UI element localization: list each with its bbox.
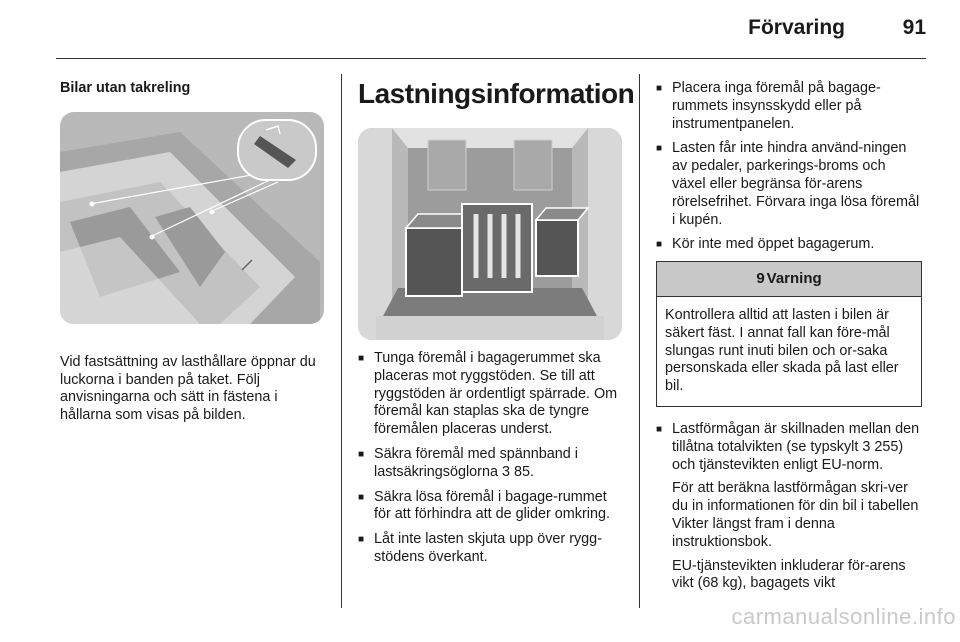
column-1	[60, 68, 328, 425]
loading-bullet-list	[358, 350, 624, 567]
list-item: ■ Säkra lösa föremål i bagage-rummet för att förhindra att de glider omkring.	[358, 489, 624, 525]
header-rule	[56, 58, 926, 59]
list-item: ■ Säkra föremål med spännband i lastsäkringsöglorna 3 85.	[358, 446, 624, 482]
warning-triangle-icon: 9	[756, 270, 765, 288]
list-item: ■ Kör inte med öppet bagagerum.	[656, 236, 922, 254]
list-item: ■ Lasten får inte hindra använd-ningen av pedaler, parkerings-broms och växel eller begränsa för-arens rörelsefrihet. Förvara inga lösa föremål i kupén.	[656, 140, 922, 229]
subheading: Bilar utan takreling	[60, 80, 191, 96]
cargo-area-illustration	[358, 128, 622, 340]
sub-paragraph: EU-tjänstevikten inkluderar för-arens vikt (68 kg), bagagets vikt	[672, 557, 906, 592]
warning-box	[656, 261, 922, 407]
roof-rack-paragraph: Vid fastsättning av lasthållare öppnar du luckorna i banden på taket. Följ anvisningarna och sätt in fästena i hållarna som visas på bilden.	[60, 353, 316, 424]
warning-text: Kontrollera alltid att lasten i bilen är säkert fäst. I annat fall kan före-mål slungas runt inuti bilen och or-saka personskada eller skada på last eller bil.	[665, 306, 899, 395]
column-divider-2	[639, 74, 640, 608]
warning-title: Varning	[766, 270, 822, 288]
list-item: ■ Lastförmågan är skillnaden mellan den tillåtna totalvikten (se typskylt 3 255) och tjänstevikten enligt EU-norm.	[656, 421, 922, 474]
watermark: carmanualsonline.info	[731, 604, 956, 629]
list-item: ■ Placera inga föremål på bagage-rummets insynsskydd eller på instrumentpanelen.	[656, 80, 922, 133]
roof-rack-illustration	[60, 112, 324, 324]
section-title: Förvaring	[748, 16, 845, 39]
precaution-bullet-list	[656, 80, 922, 254]
column-divider-1	[341, 74, 342, 608]
column-2	[358, 68, 635, 574]
load-capacity-list	[656, 421, 922, 474]
list-item: ■ Tunga föremål i bagagerummet ska placeras mot ryggstöden. Se till att ryggstöden är ordentligt spärrade. Om föremål kan staplas ska de tyngre föremålen placeras underst.	[358, 350, 624, 439]
sub-paragraph: För att beräkna lastförmågan skri-ver du in informationen för din bil i tabellen Vikter längst fram i denna instruktionsbok.	[672, 480, 919, 550]
column-3	[656, 68, 922, 593]
page-number: 91	[902, 16, 926, 39]
section-heading: Lastningsinformation	[358, 78, 635, 109]
warning-header	[657, 262, 921, 297]
list-item: ■ Låt inte lasten skjuta upp över rygg-stödens överkant.	[358, 531, 624, 567]
